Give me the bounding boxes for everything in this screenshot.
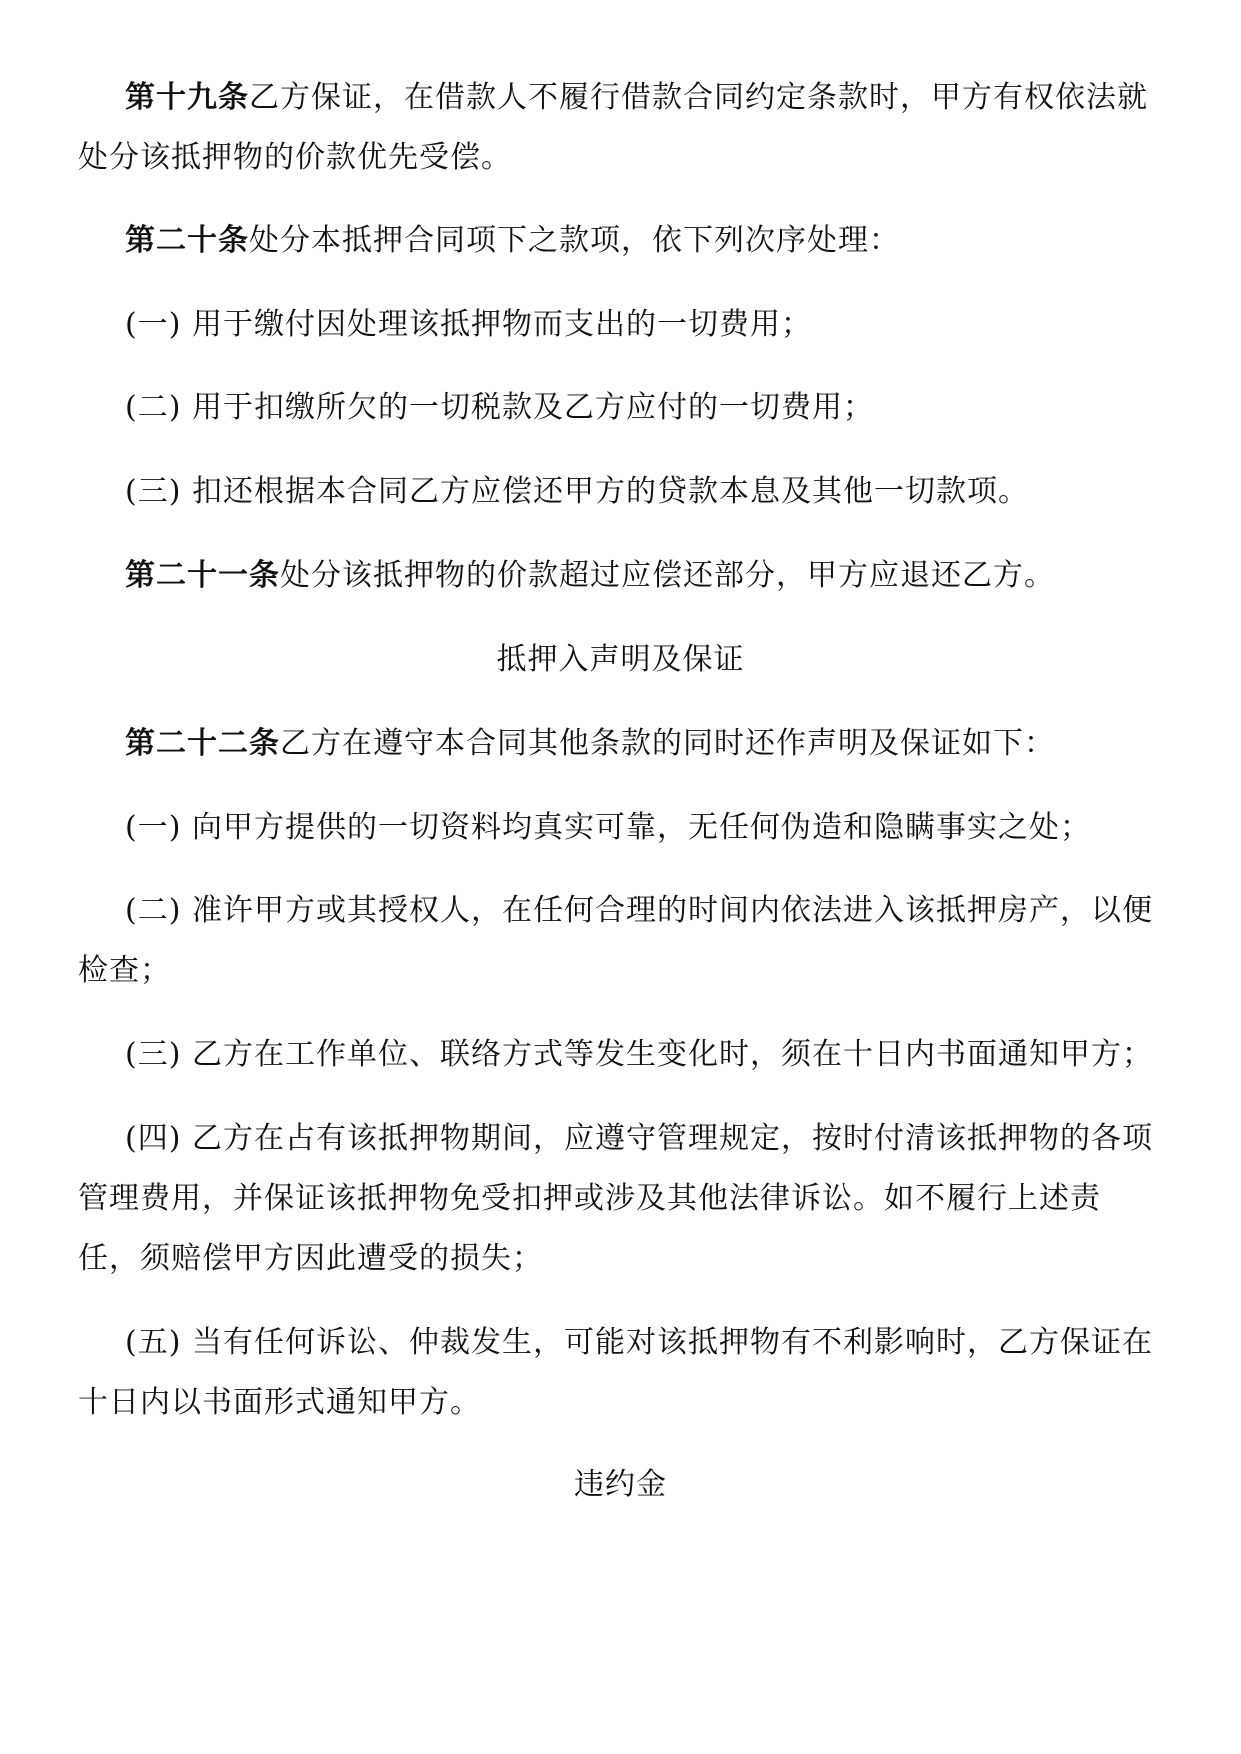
article-22-item-2: (二) 准许甲方或其授权人，在任何合理的时间内依法进入该抵押房产，以便检查； [78, 893, 1153, 988]
article-22-item-4: (四) 乙方在占有该抵押物期间，应遵守管理规定，按时付清该抵押物的各项管理费用，并保证该抵押物免受扣押或涉及其他法律诉讼。如不履行上述责任，须赔偿甲方因此遭受的损失； [78, 1121, 1153, 1276]
article-22-text: 乙方在遵守本合同其他条款的同时还作声明及保证如下： [280, 726, 1055, 761]
article-20 [78, 211, 1162, 271]
article-19-text: 乙方保证，在借款人不履行借款合同约定条款时，甲方有权依法就处分该抵押物的价款优先受偿。 [78, 80, 1148, 175]
article-21 [78, 546, 1162, 606]
article-22-item-5: (五) 当有任何诉讼、仲裁发生，可能对该抵押物有不利影响时，乙方保证在十日内以书面形式通知甲方。 [78, 1325, 1153, 1420]
article-20-label: 第二十条 [125, 223, 249, 258]
article-21-text: 处分该抵押物的价款超过应偿还部分，甲方应退还乙方。 [280, 558, 1055, 593]
section-heading-penalty: 违约金 [574, 1467, 667, 1502]
article-20-item-2: (二) 用于扣缴所欠的一切税款及乙方应付的一切费用； [125, 390, 874, 425]
article-22 [78, 714, 1162, 774]
article-19 [78, 68, 1162, 188]
article-20-text: 处分本抵押合同项下之款项，依下列次序处理： [249, 223, 900, 258]
section-heading-declaration: 抵押入声明及保证 [496, 642, 745, 677]
article-21-label: 第二十一条 [125, 558, 280, 593]
article-22-item-3: (三) 乙方在工作单位、联络方式等发生变化时，须在十日内书面通知甲方； [125, 1037, 1153, 1072]
article-22-label: 第二十二条 [125, 726, 280, 761]
article-20-item-1: (一) 用于缴付因处理该抵押物而支出的一切费用； [125, 307, 812, 342]
article-19-label: 第十九条 [125, 80, 249, 115]
article-22-item-1: (一) 向甲方提供的一切资料均真实可靠，无任何伪造和隐瞒事实之处； [125, 810, 1091, 845]
article-20-item-3: (三) 扣还根据本合同乙方应偿还甲方的贷款本息及其他一切款项。 [125, 474, 1029, 509]
